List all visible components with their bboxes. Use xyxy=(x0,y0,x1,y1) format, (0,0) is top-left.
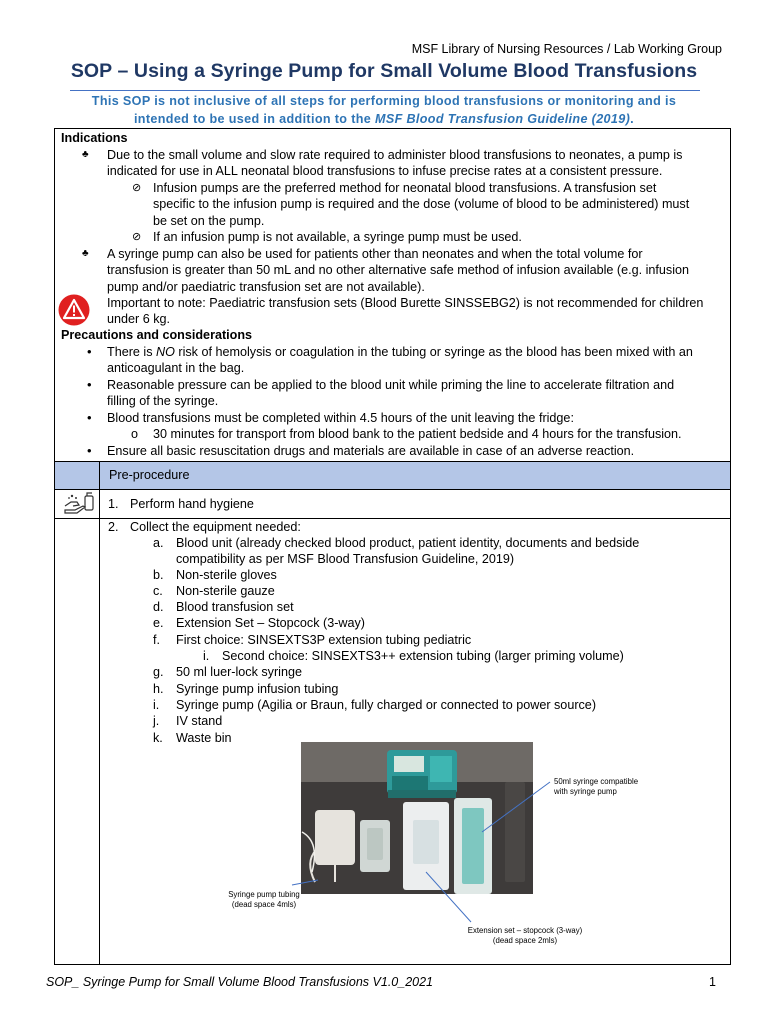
step-hand-hygiene: Perform hand hygiene xyxy=(130,497,254,511)
photo-label-syringe: 50ml syringe compatible with syringe pump xyxy=(554,777,639,796)
footer-document-name: SOP_ Syringe Pump for Small Volume Blood Transfusions V1.0_2021 xyxy=(46,975,434,989)
equipment-letter: j. xyxy=(153,714,160,728)
indication-1a: Infusion pumps are the preferred method for neonatal blood transfusions. A transfusion set specific to the infusion pump is required and the dose (volume of blood to be administered) must be set on the pump. xyxy=(153,181,690,228)
equipment-item: Syringe pump (Agilia or Braun, fully charged or connected to power source) xyxy=(176,698,597,712)
warning-icon xyxy=(58,294,90,326)
step-number: 2. xyxy=(108,520,119,534)
equipment-photo xyxy=(200,742,660,952)
equipment-letter: d. xyxy=(153,600,164,614)
equipment-item: 50 ml luer-lock syringe xyxy=(176,665,302,679)
equipment-letter: e. xyxy=(153,616,164,630)
page-number: 1 xyxy=(709,975,716,989)
step-number: 1. xyxy=(108,497,119,511)
sub-bullet-icon: o xyxy=(131,427,139,441)
equipment-item: Waste bin xyxy=(176,731,232,745)
indications-heading: Indications xyxy=(61,131,128,145)
bullet-icon: • xyxy=(87,443,92,458)
scope-note-line-2: intended to be used in addition to the MSF Blood Transfusion Guideline (2019). xyxy=(133,112,635,126)
bullet-icon: • xyxy=(87,344,92,359)
warning-note: Important to note: Paediatric transfusion sets (Blood Burette SINSSEBG2) is not recommended for children under 6 kg. xyxy=(107,296,704,327)
indication-1: Due to the small volume and slow rate required to administer blood transfusions to neonates, a pump is indicated for use in ALL neonatal blood transfusions to infuse precise rates at a consistent pressure. xyxy=(107,148,683,179)
equipment-letter: b. xyxy=(153,568,164,582)
equipment-item: Second choice: SINSEXTS3++ extension tubing (larger priming volume) xyxy=(222,649,624,663)
preprocedure-heading: Pre-procedure xyxy=(109,468,190,482)
photo-label-tubing: Syringe pump tubing (dead space 4mls) xyxy=(228,890,300,909)
equipment-item: Non-sterile gauze xyxy=(176,584,275,598)
equipment-item: First choice: SINSEXTS3P extension tubing pediatric xyxy=(176,633,472,647)
syringe-pump-image xyxy=(387,750,457,798)
equipment-item: Blood transfusion set xyxy=(176,600,294,614)
bullet-icon: ♣ xyxy=(82,248,89,259)
hand-hygiene-icon xyxy=(63,492,95,516)
equipment-letter: g. xyxy=(153,665,164,679)
equipment-letter: c. xyxy=(153,584,163,598)
bullet-icon: ♣ xyxy=(82,149,89,160)
equipment-letter: i. xyxy=(153,698,160,712)
equipment-letter: i. xyxy=(203,649,210,663)
equipment-item: Non-sterile gloves xyxy=(176,568,277,582)
equipment-letter: f. xyxy=(153,633,160,647)
precaution-2: Reasonable pressure can be applied to the blood unit while priming the line to accelerate filtration and filling of the syringe. xyxy=(107,378,675,409)
equipment-item: IV stand xyxy=(176,714,223,728)
organization-header: MSF Library of Nursing Resources / Lab Working Group xyxy=(411,42,722,56)
equipment-letter: a. xyxy=(153,536,164,550)
page-title: SOP – Using a Syringe Pump for Small Volume Blood Transfusions xyxy=(70,60,698,82)
precaution-1: There is NO risk of hemolysis or coagulation in the tubing or syringe as the blood has been mixed with an anticoagulant in the bag. xyxy=(107,345,693,376)
precaution-3a: 30 minutes for transport from blood bank to the patient bedside and 4 hours for the transfusion. xyxy=(153,427,682,441)
equipment-item: Blood unit (already checked blood product, patient identity, documents and bedside compatibility as per MSF Blood Transfusion Guideline, 2019) xyxy=(176,536,640,567)
scope-note xyxy=(56,92,712,128)
bullet-icon: • xyxy=(87,410,92,425)
step-collect-equipment: Collect the equipment needed: xyxy=(130,520,301,534)
equipment-item: Syringe pump infusion tubing xyxy=(176,682,339,696)
equipment-letter: h. xyxy=(153,682,164,696)
scope-note-line-1: This SOP is not inclusive of all steps for performing blood transfusions or monitoring and is xyxy=(91,94,677,108)
precaution-4: Ensure all basic resuscitation drugs and materials are available in case of an adverse reaction. xyxy=(107,444,635,458)
title-divider xyxy=(70,90,700,91)
precaution-3: Blood transfusions must be completed within 4.5 hours of the unit leaving the fridge: xyxy=(107,411,574,425)
photo-label-extension: Extension set – stopcock (3-way) (dead space 2mls) xyxy=(467,926,583,945)
row-divider xyxy=(54,489,731,490)
precautions-heading: Precautions and considerations xyxy=(61,328,253,342)
sub-bullet-icon: ⊘ xyxy=(132,182,142,194)
equipment-item: Extension Set – Stopcock (3-way) xyxy=(176,616,365,630)
column-divider xyxy=(99,461,100,965)
sub-bullet-icon: ⊘ xyxy=(132,231,142,243)
indication-1b: If an infusion pump is not available, a syringe pump must be used. xyxy=(153,230,522,244)
guideline-reference: MSF Blood Transfusion Guideline (2019) xyxy=(374,112,631,126)
bullet-icon: • xyxy=(87,377,92,392)
indication-2: A syringe pump can also be used for patients other than neonates and when the total volume for transfusion is greater than 50 mL and no other alternative safe method of infusion available (e.g. infusion pump and/or paediatric transfusion set are not available). xyxy=(107,247,689,294)
equipment-letter: k. xyxy=(153,731,163,745)
